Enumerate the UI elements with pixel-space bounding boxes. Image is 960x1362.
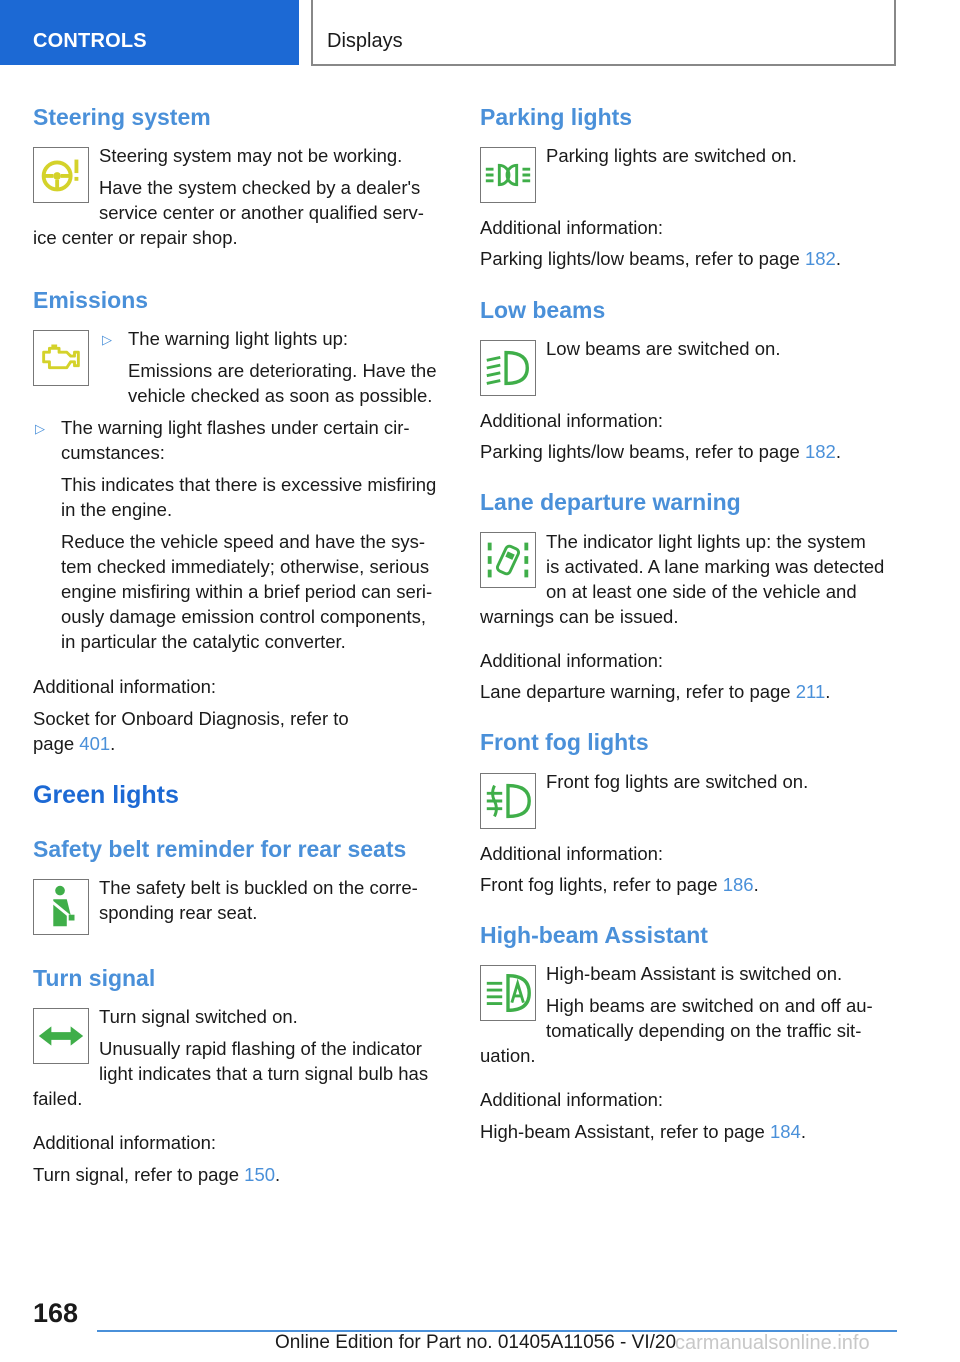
lane-departure-icon — [480, 532, 536, 588]
lane-ref — [480, 679, 830, 704]
green-lights-heading: Green lights — [33, 781, 179, 809]
low-beam-icon — [480, 340, 536, 396]
belt-text-1: The safety belt is buckled on the corre- — [99, 877, 418, 898]
ref-dot: . — [835, 441, 841, 462]
ref-label: page — [33, 733, 80, 754]
emissions-bullet-2c: in the engine. — [61, 499, 173, 520]
hba-additional: Additional information: — [480, 1089, 664, 1110]
high-beam-assistant-heading: High-beam Assistant — [480, 922, 708, 948]
ref-dot: . — [800, 1121, 806, 1142]
ref-label: Parking lights/low beams, refer to page — [480, 441, 805, 462]
turn-ref — [33, 1162, 280, 1187]
hba-text-1: High-beam Assistant is switched on. — [546, 963, 843, 984]
low-beams-heading: Low beams — [480, 297, 606, 323]
steering-text-1: Steering system may not be working. — [99, 145, 403, 166]
ref-dot: . — [275, 1164, 281, 1185]
turn-signal-heading: Turn signal — [33, 965, 156, 991]
steering-heading: Steering system — [33, 104, 211, 130]
page-link-186[interactable]: 186 — [722, 874, 754, 895]
front-fog-icon — [480, 773, 536, 829]
steering-text-2: Have the system checked by a dealer's — [99, 177, 421, 198]
page-link-401[interactable]: 401 — [79, 733, 111, 754]
seatbelt-icon — [33, 879, 89, 935]
turn-text-2: Unusually rapid flashing of the indicator — [99, 1038, 422, 1059]
parking-ref — [480, 246, 841, 271]
steering-text-4: ice center or repair shop. — [33, 227, 238, 248]
parking-lights-heading: Parking lights — [480, 104, 633, 130]
emissions-bullet-2b: This indicates that there is excessive misfiring — [61, 474, 437, 495]
lane-text-3: on at least one side of the vehicle and — [546, 581, 857, 602]
page-link-182[interactable]: 182 — [804, 441, 836, 462]
parking-lights-icon — [480, 147, 536, 203]
turn-text-1: Turn signal switched on. — [99, 1006, 298, 1027]
steering-warning-icon — [33, 147, 89, 203]
fog-additional: Additional information: — [480, 843, 664, 864]
ref-label: Front fog lights, refer to page — [480, 874, 723, 895]
bullet-triangle-icon: ▷ — [102, 332, 112, 347]
parking-additional: Additional information: — [480, 217, 664, 238]
page-link-211[interactable]: 211 — [795, 681, 826, 702]
hba-text-3: tomatically depending on the traffic sit- — [546, 1020, 862, 1041]
emissions-additional: Additional information: — [33, 676, 217, 697]
emissions-heading: Emissions — [33, 287, 149, 313]
lane-departure-heading: Lane departure warning — [480, 489, 741, 515]
engine-check-icon — [33, 330, 89, 386]
bullet-triangle-icon: ▷ — [35, 421, 45, 436]
section-title: CONTROLS — [33, 30, 147, 52]
ref-dot: . — [825, 681, 831, 702]
parking-text-1: Parking lights are switched on. — [546, 145, 797, 166]
turn-additional: Additional information: — [33, 1132, 217, 1153]
page-link-150[interactable]: 150 — [244, 1164, 276, 1185]
emissions-bullet-2f: engine misfiring within a brief period can seri- — [61, 581, 433, 602]
safety-belt-heading: Safety belt reminder for rear seats — [33, 836, 407, 862]
emissions-bullet-2: The warning light flashes under certain cir- — [61, 417, 410, 438]
ref-label: Turn signal, refer to page — [33, 1164, 245, 1185]
low-additional: Additional information: — [480, 410, 664, 431]
turn-text-3: light indicates that a turn signal bulb has — [99, 1063, 429, 1084]
emissions-bullet-2g: ously damage emission control components, — [61, 606, 427, 627]
ref-label: Parking lights/low beams, refer to page — [480, 248, 805, 269]
steering-text-3: service center or another qualified serv- — [99, 202, 424, 223]
low-text-1: Low beams are switched on. — [546, 338, 781, 359]
lane-text-4: warnings can be issued. — [480, 606, 679, 627]
watermark: carmanualsonline.info — [675, 1332, 870, 1354]
page-link-184[interactable]: 184 — [769, 1121, 801, 1142]
lane-additional: Additional information: — [480, 650, 664, 671]
turn-signal-icon — [33, 1008, 89, 1064]
ref-dot: . — [835, 248, 841, 269]
edition-text: Online Edition for Part no. 01405A11056 - VI/20 — [275, 1332, 677, 1353]
emissions-ref-1: Socket for Onboard Diagnosis, refer to — [33, 708, 349, 729]
belt-text-2: sponding rear seat. — [99, 902, 258, 923]
fog-ref — [480, 872, 759, 897]
hba-text-4: uation. — [480, 1045, 536, 1066]
lane-text-2: is activated. A lane marking was detected — [546, 556, 885, 577]
front-fog-heading: Front fog lights — [480, 729, 649, 755]
chapter-title: Displays — [327, 30, 403, 52]
turn-text-4: failed. — [33, 1088, 83, 1109]
hba-ref — [480, 1119, 806, 1144]
emissions-bullet-2d: Reduce the vehicle speed and have the sys- — [61, 531, 426, 552]
emissions-bullet-1a: Emissions are deteriorating. Have the — [128, 360, 437, 381]
hba-text-2: High beams are switched on and off au- — [546, 995, 873, 1016]
high-beam-assistant-icon — [480, 965, 536, 1021]
emissions-bullet-2a: cumstances: — [61, 442, 165, 463]
emissions-bullet-2h: in particular the catalytic converter. — [61, 631, 346, 652]
page-number: 168 — [33, 1298, 79, 1328]
chapter-tab — [311, 0, 896, 66]
ref-label: High-beam Assistant, refer to page — [480, 1121, 770, 1142]
emissions-bullet-1b: vehicle checked as soon as possible. — [128, 385, 433, 406]
page-link-182[interactable]: 182 — [804, 248, 836, 269]
ref-dot: . — [753, 874, 759, 895]
low-ref — [480, 439, 841, 464]
fog-text-1: Front fog lights are switched on. — [546, 771, 809, 792]
ref-label: Lane departure warning, refer to page — [480, 681, 796, 702]
section-tab — [0, 0, 299, 65]
emissions-bullet-1: The warning light lights up: — [128, 328, 349, 349]
lane-text-1: The indicator light lights up: the system — [546, 531, 866, 552]
ref-dot: . — [110, 733, 116, 754]
emissions-bullet-2e: tem checked immediately; otherwise, serious — [61, 556, 430, 577]
emissions-ref-2 — [33, 731, 115, 756]
